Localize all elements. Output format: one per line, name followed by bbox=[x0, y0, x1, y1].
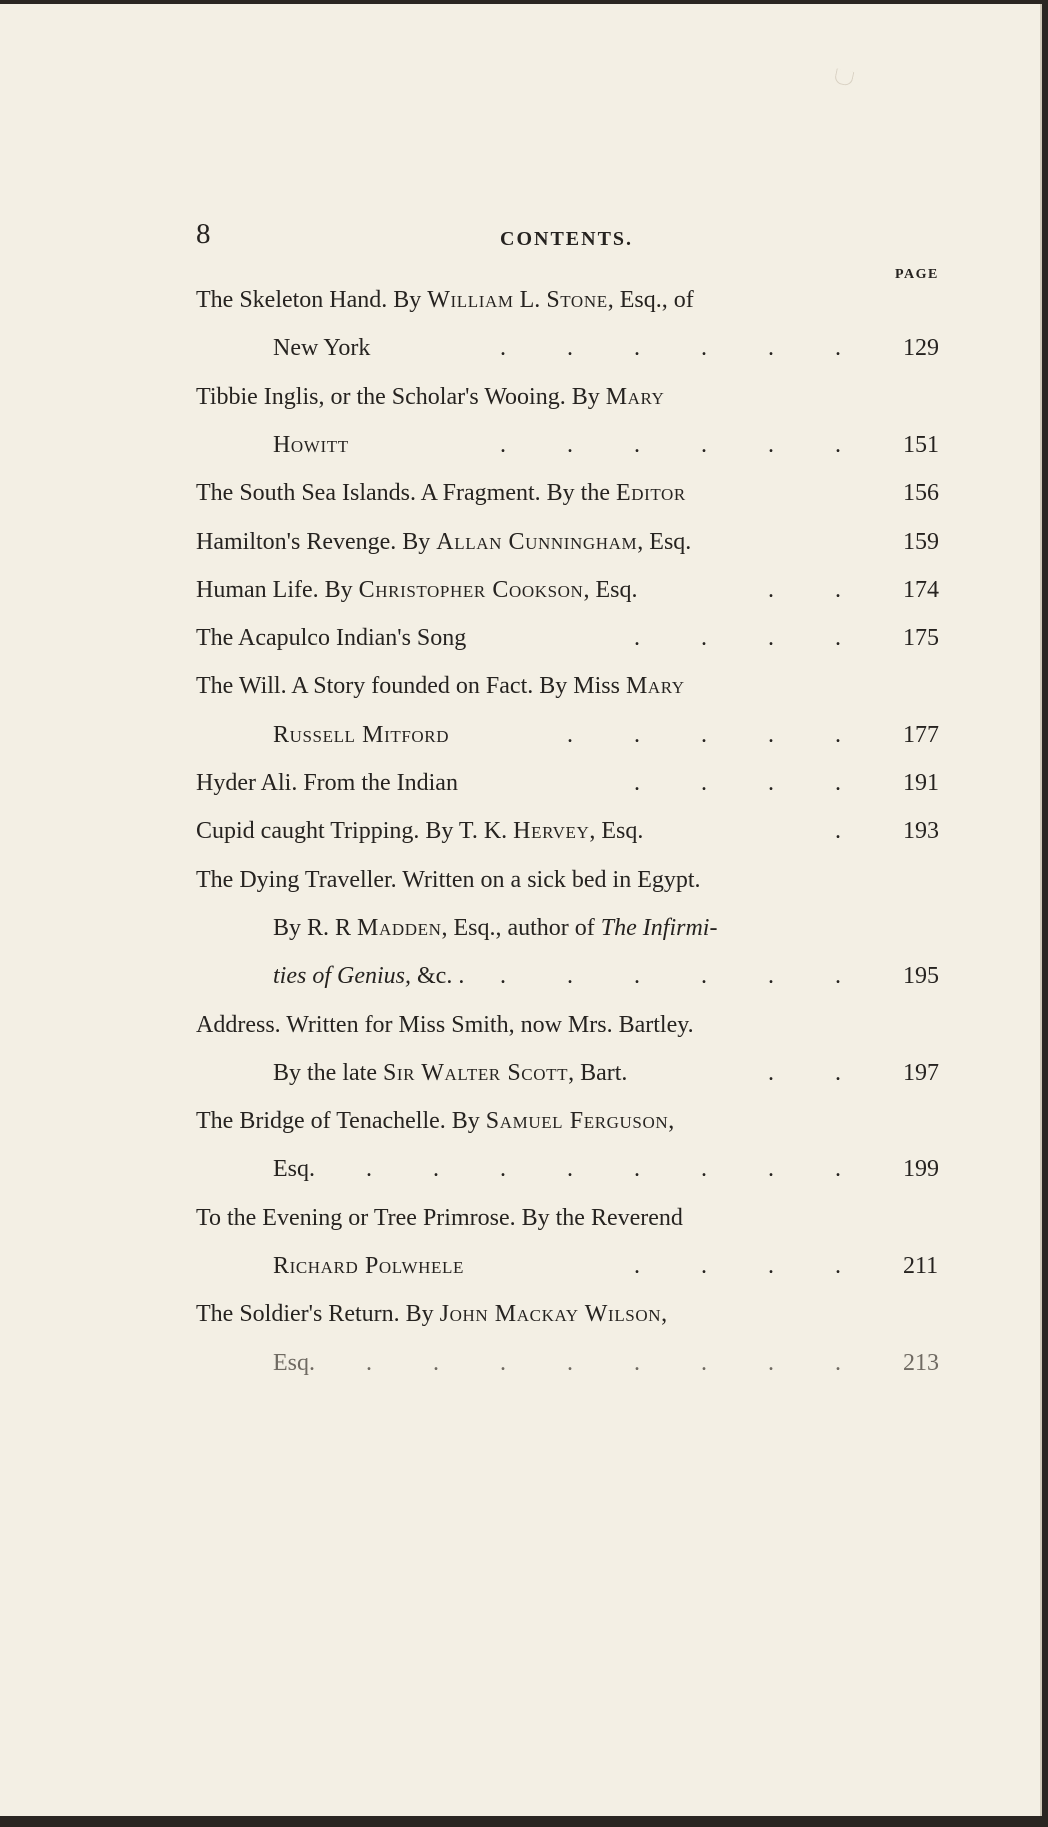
leader-dot: . bbox=[768, 1059, 774, 1086]
leader-dot: . bbox=[634, 721, 640, 748]
toc-entry-line bbox=[196, 1106, 846, 1136]
toc-entry-text: Stone bbox=[546, 287, 608, 313]
toc-entry-text: William bbox=[427, 287, 514, 313]
leader-dot: . bbox=[433, 1156, 439, 1183]
leader-dot: . bbox=[567, 1156, 573, 1183]
toc-entry-line bbox=[196, 1010, 846, 1040]
page-number: 8 bbox=[196, 218, 211, 250]
toc-entry-text: Cupid caught Tripping. By T. K. bbox=[196, 818, 514, 845]
leader-dot: . bbox=[634, 335, 640, 362]
leader-dot: . bbox=[567, 431, 573, 458]
toc-entry-text: The Dying Traveller. Written on a sick bed in Egypt. bbox=[196, 866, 701, 893]
toc-entry-text: By the late bbox=[273, 1059, 383, 1086]
leader-dot: . bbox=[835, 1059, 841, 1086]
toc-entry-text: Tibbie Inglis, or the Scholar's Wooing. By bbox=[196, 383, 606, 410]
leader-dot: . bbox=[701, 721, 707, 748]
toc-entry-text: To the Evening or Tree Primrose. By the Reverend bbox=[196, 1204, 683, 1231]
toc-entry-line bbox=[196, 671, 846, 701]
leader-dot: . bbox=[634, 1156, 640, 1183]
leader-dot: . bbox=[835, 1253, 841, 1279]
contents-list bbox=[0, 4, 1040, 1816]
leader-dot: . bbox=[634, 770, 640, 796]
page-title: CONTENTS. bbox=[500, 228, 634, 250]
leader-dot: . bbox=[835, 625, 841, 652]
leader-dot: . bbox=[701, 770, 707, 796]
toc-entry-text: &c. . bbox=[411, 963, 465, 990]
toc-entry-line bbox=[196, 816, 846, 846]
toc-entry-line bbox=[196, 865, 846, 895]
leader-dot: . bbox=[634, 1253, 640, 1279]
toc-page-number: 195 bbox=[903, 963, 939, 990]
leader-dot: . bbox=[366, 1349, 372, 1376]
toc-page-number: 191 bbox=[903, 770, 939, 796]
toc-entry-text: , Esq. bbox=[589, 818, 644, 845]
toc-entry-text: Sir Walter Scott bbox=[382, 1059, 569, 1086]
leader-dot: . bbox=[768, 576, 774, 603]
leader-dot: . bbox=[567, 721, 573, 748]
leader-dot: . bbox=[500, 335, 506, 362]
toc-entry-text: The Will. A Story founded on Fact. By Miss bbox=[196, 673, 626, 700]
toc-entry-text: Hamilton's Revenge. By bbox=[196, 528, 437, 555]
leader-dot: . bbox=[701, 1349, 707, 1376]
leader-dot: . bbox=[768, 721, 774, 748]
toc-entry-text: Mary bbox=[625, 673, 685, 700]
toc-entry-text: John Mackay Wilson bbox=[439, 1301, 662, 1328]
toc-entry-line bbox=[196, 623, 846, 653]
toc-entry-text: Howitt bbox=[273, 431, 349, 458]
toc-entry-text: The South Sea Islands. A Fragment. By the bbox=[196, 480, 616, 507]
toc-entry-line bbox=[196, 1203, 846, 1233]
toc-entry-text: The Infirmi- bbox=[600, 914, 718, 941]
toc-entry-line bbox=[273, 333, 846, 363]
leader-dot: . bbox=[768, 431, 774, 458]
leader-dot: . bbox=[567, 963, 573, 990]
toc-entry-line bbox=[273, 961, 846, 991]
leader-dot: . bbox=[500, 963, 506, 990]
leader-dot: . bbox=[835, 431, 841, 458]
toc-page-number: 159 bbox=[903, 528, 939, 555]
leader-dot: . bbox=[500, 431, 506, 458]
book-page bbox=[0, 4, 1042, 1816]
toc-page-number: 213 bbox=[903, 1349, 939, 1376]
toc-entry-text: The Soldier's Return. By bbox=[196, 1301, 440, 1328]
leader-dot: . bbox=[768, 963, 774, 990]
leader-dot: . bbox=[634, 963, 640, 990]
toc-page-number: 199 bbox=[903, 1156, 939, 1183]
leader-dot: . bbox=[567, 335, 573, 362]
toc-page-number: 151 bbox=[903, 431, 939, 458]
toc-entry-line bbox=[273, 1251, 846, 1281]
toc-entry-text: The Acapulco Indian's Song bbox=[196, 625, 467, 652]
toc-entry-line bbox=[196, 285, 846, 315]
leader-dot: . bbox=[835, 721, 841, 748]
toc-entry-text: Editor bbox=[615, 480, 686, 507]
leader-dot: . bbox=[768, 625, 774, 652]
leader-dot: . bbox=[366, 1156, 372, 1183]
toc-page-number: 174 bbox=[903, 576, 939, 603]
toc-entry-text: By R. R bbox=[273, 914, 358, 941]
leader-dot: . bbox=[701, 1253, 707, 1279]
toc-entry-text: Esq. bbox=[273, 1156, 315, 1183]
leader-dot: . bbox=[701, 963, 707, 990]
leader-dot: . bbox=[567, 1349, 573, 1376]
toc-entry-text: Esq. bbox=[273, 1349, 315, 1376]
toc-entry-line bbox=[196, 768, 846, 798]
toc-entry-line bbox=[196, 382, 846, 412]
toc-entry-text: New York bbox=[273, 335, 371, 362]
toc-entry-text: Mary bbox=[605, 383, 665, 410]
toc-entry-line bbox=[273, 720, 846, 750]
page-column-label: PAGE bbox=[895, 267, 939, 282]
toc-entry-text: ties of Genius, bbox=[273, 963, 411, 990]
leader-dot: . bbox=[500, 1156, 506, 1183]
toc-entry-text: , Bart. bbox=[568, 1059, 628, 1086]
toc-page-number: 175 bbox=[903, 625, 939, 652]
toc-page-number: 177 bbox=[903, 721, 939, 748]
toc-page-number: 211 bbox=[903, 1253, 939, 1279]
leader-dot: . bbox=[701, 1156, 707, 1183]
toc-entry-line bbox=[273, 1154, 846, 1184]
toc-entry-text: Christopher Cookson bbox=[358, 576, 584, 603]
toc-page-number: 193 bbox=[903, 818, 939, 845]
toc-entry-text: The Bridge of Tenachelle. By bbox=[196, 1108, 486, 1135]
leader-dot: . bbox=[835, 1156, 841, 1183]
toc-entry-text: Human Life. By bbox=[196, 576, 359, 603]
leader-dot: . bbox=[768, 1349, 774, 1376]
toc-entry-line bbox=[196, 1299, 846, 1329]
toc-entry-text: Richard Polwhele bbox=[273, 1253, 464, 1279]
leader-dot: . bbox=[835, 335, 841, 362]
leader-dot: . bbox=[835, 1349, 841, 1376]
leader-dot: . bbox=[768, 770, 774, 796]
toc-entry-text: , Esq. bbox=[637, 528, 692, 555]
leader-dot: . bbox=[634, 1349, 640, 1376]
toc-entry-text: , Esq. bbox=[583, 576, 638, 603]
toc-page-number: 197 bbox=[903, 1059, 939, 1086]
toc-entry-text: , Esq., author of bbox=[441, 914, 601, 941]
toc-entry-text: Hyder Ali. From the Indian bbox=[196, 770, 458, 796]
toc-entry-line bbox=[273, 1058, 846, 1088]
leader-dot: . bbox=[701, 431, 707, 458]
leader-dot: . bbox=[701, 335, 707, 362]
toc-entry-text: Madden bbox=[357, 914, 442, 941]
leader-dot: . bbox=[768, 1156, 774, 1183]
toc-entry-line bbox=[196, 575, 846, 605]
leader-dot: . bbox=[634, 625, 640, 652]
leader-dot: . bbox=[835, 818, 841, 845]
toc-entry-line bbox=[196, 478, 846, 508]
toc-entry-text: L. bbox=[513, 287, 547, 313]
toc-entry-text: , bbox=[668, 1108, 675, 1135]
toc-page-number: 156 bbox=[903, 480, 939, 507]
toc-entry-text: , bbox=[661, 1301, 668, 1328]
toc-entry-text: Hervey bbox=[513, 818, 590, 845]
leader-dot: . bbox=[835, 963, 841, 990]
leader-dot: . bbox=[768, 1253, 774, 1279]
leader-dot: . bbox=[835, 576, 841, 603]
leader-dot: . bbox=[768, 335, 774, 362]
toc-entry-line bbox=[273, 430, 846, 460]
leader-dot: . bbox=[701, 625, 707, 652]
toc-entry-text: The Skeleton Hand. By bbox=[196, 287, 428, 313]
toc-entry-text: Samuel Ferguson bbox=[485, 1108, 669, 1135]
leader-dot: . bbox=[634, 431, 640, 458]
toc-entry-line bbox=[273, 913, 846, 943]
toc-entry-line bbox=[273, 1348, 846, 1378]
toc-page-number: 129 bbox=[903, 335, 939, 362]
toc-entry-text: , Esq., of bbox=[607, 287, 694, 313]
toc-entry-line bbox=[196, 527, 846, 557]
toc-entry-text: Address. Written for Miss Smith, now Mrs. Bartley. bbox=[196, 1011, 694, 1038]
toc-entry-text: Allan Cunningham bbox=[436, 528, 638, 555]
leader-dot: . bbox=[500, 1349, 506, 1376]
toc-entry-text: Russell Mitford bbox=[273, 721, 450, 748]
leader-dot: . bbox=[835, 770, 841, 796]
leader-dot: . bbox=[433, 1349, 439, 1376]
